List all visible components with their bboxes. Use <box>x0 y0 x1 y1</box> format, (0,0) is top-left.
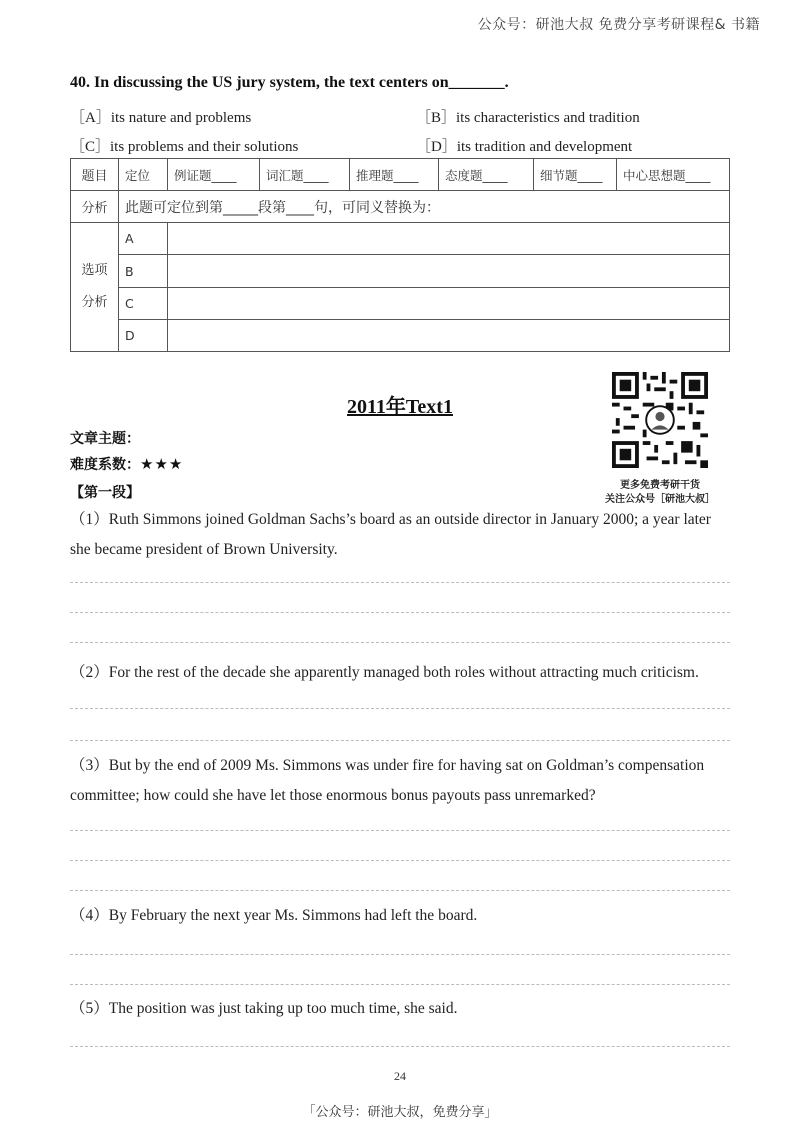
option-b: ［B］its characteristics and tradition <box>416 110 640 126</box>
difficulty-label: 难度系数： <box>70 457 140 473</box>
option-analysis-label <box>71 223 119 352</box>
sentence-3 <box>70 751 732 811</box>
analysis-table <box>70 158 730 352</box>
answer-line[interactable] <box>70 1046 730 1047</box>
option-answer-d[interactable] <box>168 319 730 351</box>
answer-line[interactable] <box>70 708 730 709</box>
difficulty-stars: ★★★ <box>140 455 184 473</box>
answer-line[interactable] <box>70 984 730 985</box>
sentence-1-line1: （1）Ruth Simmons joined Goldman Sachs’s board as an outside director in January 2000; a year later <box>70 511 711 528</box>
answer-line[interactable] <box>70 642 730 643</box>
page-footer: 「公众号：研池大叔，免费分享」 <box>302 1105 498 1120</box>
difficulty <box>70 454 183 474</box>
sentence-3-line2: committee; how could she have let those enormous bonus payouts pass unremarked? <box>70 787 596 804</box>
option-letter-a: A <box>119 223 168 255</box>
answer-line[interactable] <box>70 612 730 613</box>
locate-cell: 定位 <box>119 159 168 191</box>
qr-caption-line1: 更多免费考研干货 <box>620 480 700 491</box>
page-header: 公众号：研池大叔 免费分享考研课程& 书籍 <box>477 17 760 33</box>
sentence-4 <box>70 901 732 931</box>
sentence-3-line1: （3）But by the end of 2009 Ms. Simmons was under fire for having sat on Goldman’s compensation <box>70 757 705 774</box>
type-vocabulary: 词汇题____ <box>260 159 350 191</box>
sentence-2-line1: （2）For the rest of the decade she apparently managed both roles without attracting much criticism. <box>70 664 699 681</box>
type-main-idea: 中心思想题____ <box>617 159 730 191</box>
sentence-5 <box>70 994 732 1024</box>
paragraph-label: 【第一段】 <box>70 485 140 501</box>
answer-line[interactable] <box>70 830 730 831</box>
option-letter-d: D <box>119 319 168 351</box>
type-detail: 细节题____ <box>534 159 617 191</box>
option-analysis-label-1: 选项 <box>81 263 108 279</box>
sentence-1-line2: she became president of Brown University. <box>70 541 338 558</box>
type-inference: 推理题____ <box>350 159 439 191</box>
table-row-label-question: 题目 <box>71 159 119 191</box>
option-answer-a[interactable] <box>168 223 730 255</box>
option-answer-b[interactable] <box>168 255 730 287</box>
topic-label: 文章主题： <box>70 431 140 447</box>
locate-sentence: 此题可定位到第_____段第____句，可同义替换为： <box>119 191 730 223</box>
qr-code-image <box>612 372 708 468</box>
option-letter-c: C <box>119 287 168 319</box>
answer-line[interactable] <box>70 740 730 741</box>
option-d: ［D］its tradition and development <box>416 139 633 155</box>
sentence-2 <box>70 658 732 688</box>
answer-line[interactable] <box>70 860 730 861</box>
qr-caption-line2: 关注公众号［研池大叔］ <box>605 494 715 505</box>
section-title: 2011年Text1 <box>347 396 453 418</box>
sentence-1 <box>70 505 732 565</box>
option-a: ［A］its nature and problems <box>70 110 252 126</box>
sentence-4-line1: （4）By February the next year Ms. Simmons had left the board. <box>70 907 478 924</box>
answer-line[interactable] <box>70 582 730 583</box>
sentence-5-line1: （5）The position was just taking up too much time, she said. <box>70 1000 458 1017</box>
answer-line[interactable] <box>70 954 730 955</box>
question-title: 40. In discussing the US jury system, the text centers on_______. <box>70 74 509 91</box>
type-example: 例证题____ <box>168 159 260 191</box>
type-attitude: 态度题____ <box>439 159 534 191</box>
page-number: 24 <box>394 1069 406 1083</box>
option-analysis-label-2: 分析 <box>81 295 108 311</box>
option-c: ［C］its problems and their solutions <box>70 139 299 155</box>
option-letter-b: B <box>119 255 168 287</box>
option-answer-c[interactable] <box>168 287 730 319</box>
table-row-label-analysis: 分析 <box>71 191 119 223</box>
answer-line[interactable] <box>70 890 730 891</box>
